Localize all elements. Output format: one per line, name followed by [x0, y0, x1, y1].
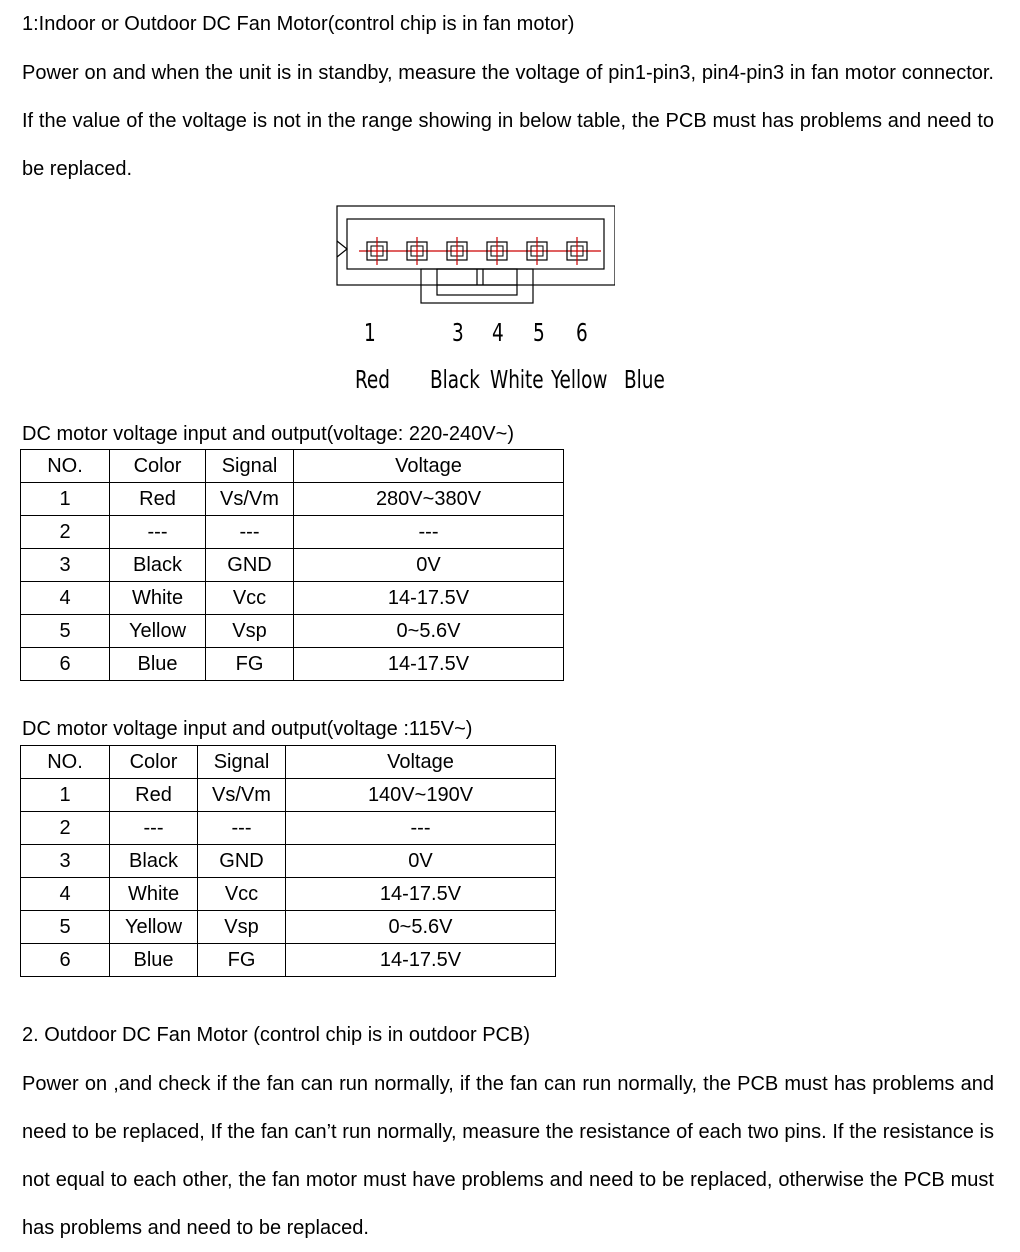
pin-color-black: Black [430, 365, 480, 394]
table-row [21, 549, 564, 582]
table2-caption: DC motor voltage input and output(voltage :115V~) [22, 718, 473, 740]
header-color: Color [110, 450, 206, 483]
cell-no: 5 [21, 911, 110, 944]
cell-voltage: --- [286, 812, 556, 845]
cell-voltage: 140V~190V [286, 779, 556, 812]
cell-voltage: 280V~380V [294, 483, 564, 516]
header-voltage: Voltage [294, 450, 564, 483]
cell-voltage: 14-17.5V [294, 648, 564, 681]
table-row [21, 582, 564, 615]
cell-color: Black [110, 845, 198, 878]
cell-color: Blue [110, 648, 206, 681]
header-signal: Signal [198, 746, 286, 779]
cell-color: Blue [110, 944, 198, 977]
cell-signal: Vs/Vm [206, 483, 294, 516]
cell-color: White [110, 878, 198, 911]
section1-body: Power on and when the unit is in standby, measure the voltage of pin1-pin3, pin4-pin3 in fan motor connector. If the value of the voltage is not in the range showing in below table, the PCB must has problems and need to be replaced. [22, 62, 994, 180]
pin-color-blue: Blue [624, 365, 665, 394]
cell-no: 6 [21, 944, 110, 977]
table-row [21, 483, 564, 516]
connector-inner-housing [347, 219, 604, 269]
cell-signal: GND [198, 845, 286, 878]
table-row [21, 779, 556, 812]
table1-caption: DC motor voltage input and output(voltage: 220-240V~) [22, 423, 514, 445]
pin-number-3: 3 [452, 318, 464, 347]
table-header-row [21, 746, 556, 779]
table-header-row [21, 450, 564, 483]
cell-no: 6 [21, 648, 110, 681]
header-voltage: Voltage [286, 746, 556, 779]
table-row [21, 911, 556, 944]
cell-color: White [110, 582, 206, 615]
cell-signal: Vcc [206, 582, 294, 615]
cell-voltage: --- [294, 516, 564, 549]
cell-no: 2 [21, 516, 110, 549]
table-row [21, 944, 556, 977]
table-row [21, 878, 556, 911]
cell-color: Black [110, 549, 206, 582]
connector-diagram [335, 205, 615, 305]
table-row [21, 648, 564, 681]
cell-signal: --- [198, 812, 286, 845]
pin-number-6: 6 [576, 318, 588, 347]
cell-color: --- [110, 516, 206, 549]
cell-signal: GND [206, 549, 294, 582]
cell-signal: --- [206, 516, 294, 549]
cell-no: 4 [21, 582, 110, 615]
cell-signal: Vs/Vm [198, 779, 286, 812]
cell-signal: FG [198, 944, 286, 977]
cell-voltage: 0~5.6V [294, 615, 564, 648]
cell-no: 4 [21, 878, 110, 911]
header-no: NO. [21, 746, 110, 779]
pin-color-red: Red [355, 365, 390, 394]
header-no: NO. [21, 450, 110, 483]
pin-number-4: 4 [492, 318, 504, 347]
cell-color: Yellow [110, 911, 198, 944]
voltage-table-115v [20, 745, 556, 977]
cell-no: 3 [21, 549, 110, 582]
cell-voltage: 0V [294, 549, 564, 582]
header-color: Color [110, 746, 198, 779]
connector-key-notch [337, 241, 347, 257]
pin-number-5: 5 [533, 318, 545, 347]
pin-number-1: 1 [364, 318, 376, 347]
cell-signal: Vcc [198, 878, 286, 911]
voltage-table-220v [20, 449, 564, 681]
cell-voltage: 0~5.6V [286, 911, 556, 944]
cell-signal: Vsp [206, 615, 294, 648]
cell-voltage: 14-17.5V [286, 944, 556, 977]
table-row [21, 615, 564, 648]
cell-voltage: 0V [286, 845, 556, 878]
header-signal: Signal [206, 450, 294, 483]
cell-no: 1 [21, 779, 110, 812]
cell-color: Yellow [110, 615, 206, 648]
cell-no: 2 [21, 812, 110, 845]
section2-body: Power on ,and check if the fan can run normally, if the fan can run normally, the PCB must has problems and need to be replaced, If the fan can’t run normally, measure the resistance of each two pins. If the resistance is not equal to each other, the fan motor must have problems and need to be replaced, otherwise the PCB must has problems and need to be replaced. [22, 1073, 994, 1239]
cell-voltage: 14-17.5V [286, 878, 556, 911]
cell-voltage: 14-17.5V [294, 582, 564, 615]
cell-color: Red [110, 483, 206, 516]
cell-no: 5 [21, 615, 110, 648]
pin-color-yellow: Yellow [551, 365, 608, 394]
cell-signal: FG [206, 648, 294, 681]
table-row [21, 812, 556, 845]
section1-title: 1:Indoor or Outdoor DC Fan Motor(control chip is in fan motor) [22, 13, 575, 35]
cell-no: 1 [21, 483, 110, 516]
cell-no: 3 [21, 845, 110, 878]
table-row [21, 516, 564, 549]
table-row [21, 845, 556, 878]
cell-signal: Vsp [198, 911, 286, 944]
pin-color-white: White [490, 365, 544, 394]
cell-color: --- [110, 812, 198, 845]
cell-color: Red [110, 779, 198, 812]
section2-title: 2. Outdoor DC Fan Motor (control chip is in outdoor PCB) [22, 1024, 530, 1046]
